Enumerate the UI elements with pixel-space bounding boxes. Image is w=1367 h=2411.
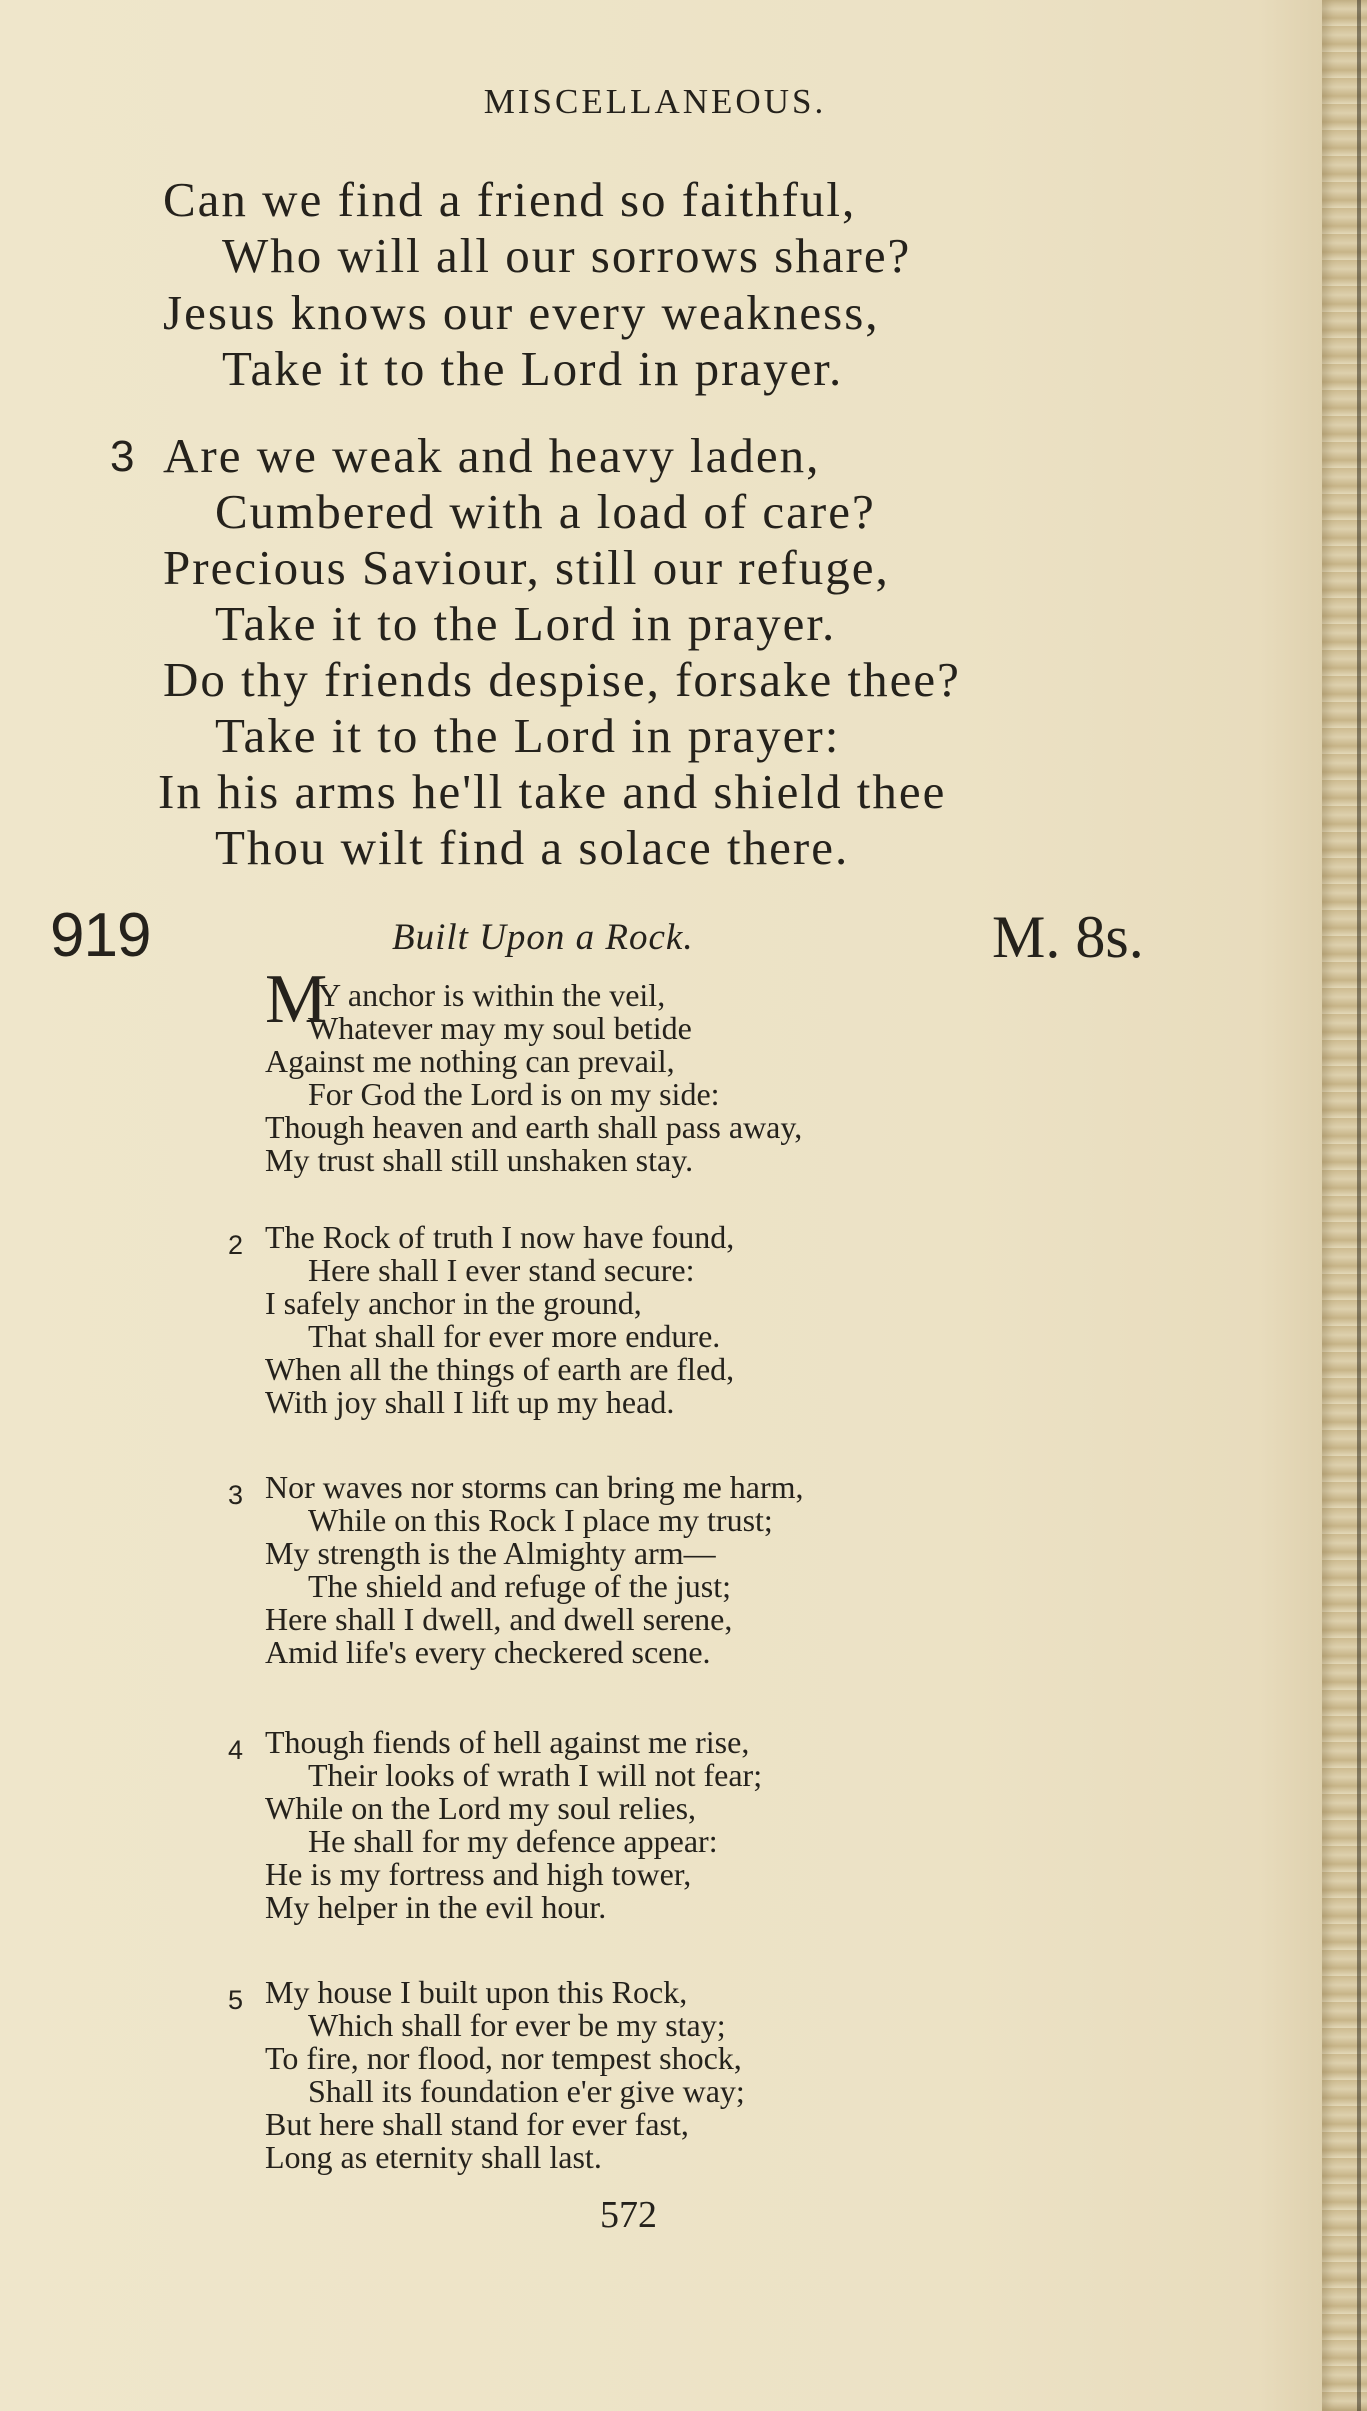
verse-line: That shall for ever more endure.: [308, 1318, 721, 1354]
stanza-number: 3: [228, 1480, 244, 1510]
verse-line: Precious Saviour, still our refuge,: [163, 540, 890, 595]
verse-line: The Rock of truth I now have found,: [265, 1219, 735, 1255]
verse-line: The shield and refuge of the just;: [308, 1568, 731, 1604]
stanza-number: 5: [228, 1985, 244, 2015]
verse-line: Are we weak and heavy laden,: [163, 428, 821, 483]
verse-line: Here shall I dwell, and dwell serene,: [265, 1601, 733, 1637]
verse-line: In his arms he'll take and shield thee: [158, 764, 947, 819]
verse-line: My strength is the Almighty arm—: [265, 1535, 716, 1571]
verse-line: Nor waves nor storms can bring me harm,: [265, 1469, 804, 1505]
page-edge-shadow: [1357, 0, 1361, 2411]
verse-line: I safely anchor in the ground,: [265, 1285, 642, 1321]
verse-line: Shall its foundation e'er give way;: [308, 2073, 745, 2109]
drop-cap: M: [265, 961, 328, 1038]
verse-line: Take it to the Lord in prayer.: [222, 341, 844, 396]
verse-line: For God the Lord is on my side:: [308, 1076, 720, 1112]
verse-line: Do thy friends despise, forsake thee?: [163, 652, 961, 707]
verse-line: Against me nothing can prevail,: [265, 1043, 675, 1079]
stanza-number: 4: [228, 1735, 244, 1765]
verse-line: Take it to the Lord in prayer.: [215, 596, 837, 651]
verse-line: Their looks of wrath I will not fear;: [308, 1757, 763, 1793]
verse-line: But here shall stand for ever fast,: [265, 2106, 689, 2142]
hymn-title: Built Upon a Rock.: [392, 917, 694, 958]
stanza-number: 3: [110, 432, 135, 481]
verse-line: Take it to the Lord in prayer:: [215, 708, 841, 763]
verse-line: He shall for my defence appear:: [308, 1823, 718, 1859]
page-number: 572: [600, 2194, 657, 2236]
stanza-number: 2: [228, 1230, 244, 1260]
verse-line: When all the things of earth are fled,: [265, 1351, 735, 1387]
verse-line: Which shall for ever be my stay;: [308, 2007, 726, 2043]
verse-line: While on this Rock I place my trust;: [308, 1502, 773, 1538]
verse-line: Though heaven and earth shall pass away,: [265, 1109, 803, 1145]
verse-line: To fire, nor flood, nor tempest shock,: [265, 2040, 742, 2076]
verse-line: Jesus knows our every weakness,: [163, 285, 880, 340]
verse-line: Thou wilt find a solace there.: [215, 820, 850, 875]
verse-line: While on the Lord my soul relies,: [265, 1790, 697, 1826]
verse-line: Though fiends of hell against me rise,: [265, 1724, 750, 1760]
verse-line: My helper in the evil hour.: [265, 1889, 607, 1925]
verse-line: Y anchor is within the veil,: [318, 977, 666, 1013]
hymn-meter: M. 8s.: [992, 904, 1144, 970]
verse-line: He is my fortress and high tower,: [265, 1856, 692, 1892]
verse-line: Here shall I ever stand secure:: [308, 1252, 695, 1288]
verse-line: Who will all our sorrows share?: [222, 228, 912, 283]
verse-line: Whatever may my soul betide: [308, 1010, 692, 1046]
verse-line: Cumbered with a load of care?: [215, 484, 876, 539]
running-head: MISCELLANEOUS.: [483, 82, 827, 121]
verse-line: Can we find a friend so faithful,: [163, 172, 857, 227]
verse-line: Long as eternity shall last.: [265, 2139, 602, 2175]
verse-line: My trust shall still unshaken stay.: [265, 1142, 694, 1178]
verse-line: With joy shall I lift up my head.: [265, 1384, 675, 1420]
verse-line: Amid life's every checkered scene.: [265, 1634, 711, 1670]
verse-line: My house I built upon this Rock,: [265, 1974, 688, 2010]
hymn-number: 919: [50, 901, 151, 970]
